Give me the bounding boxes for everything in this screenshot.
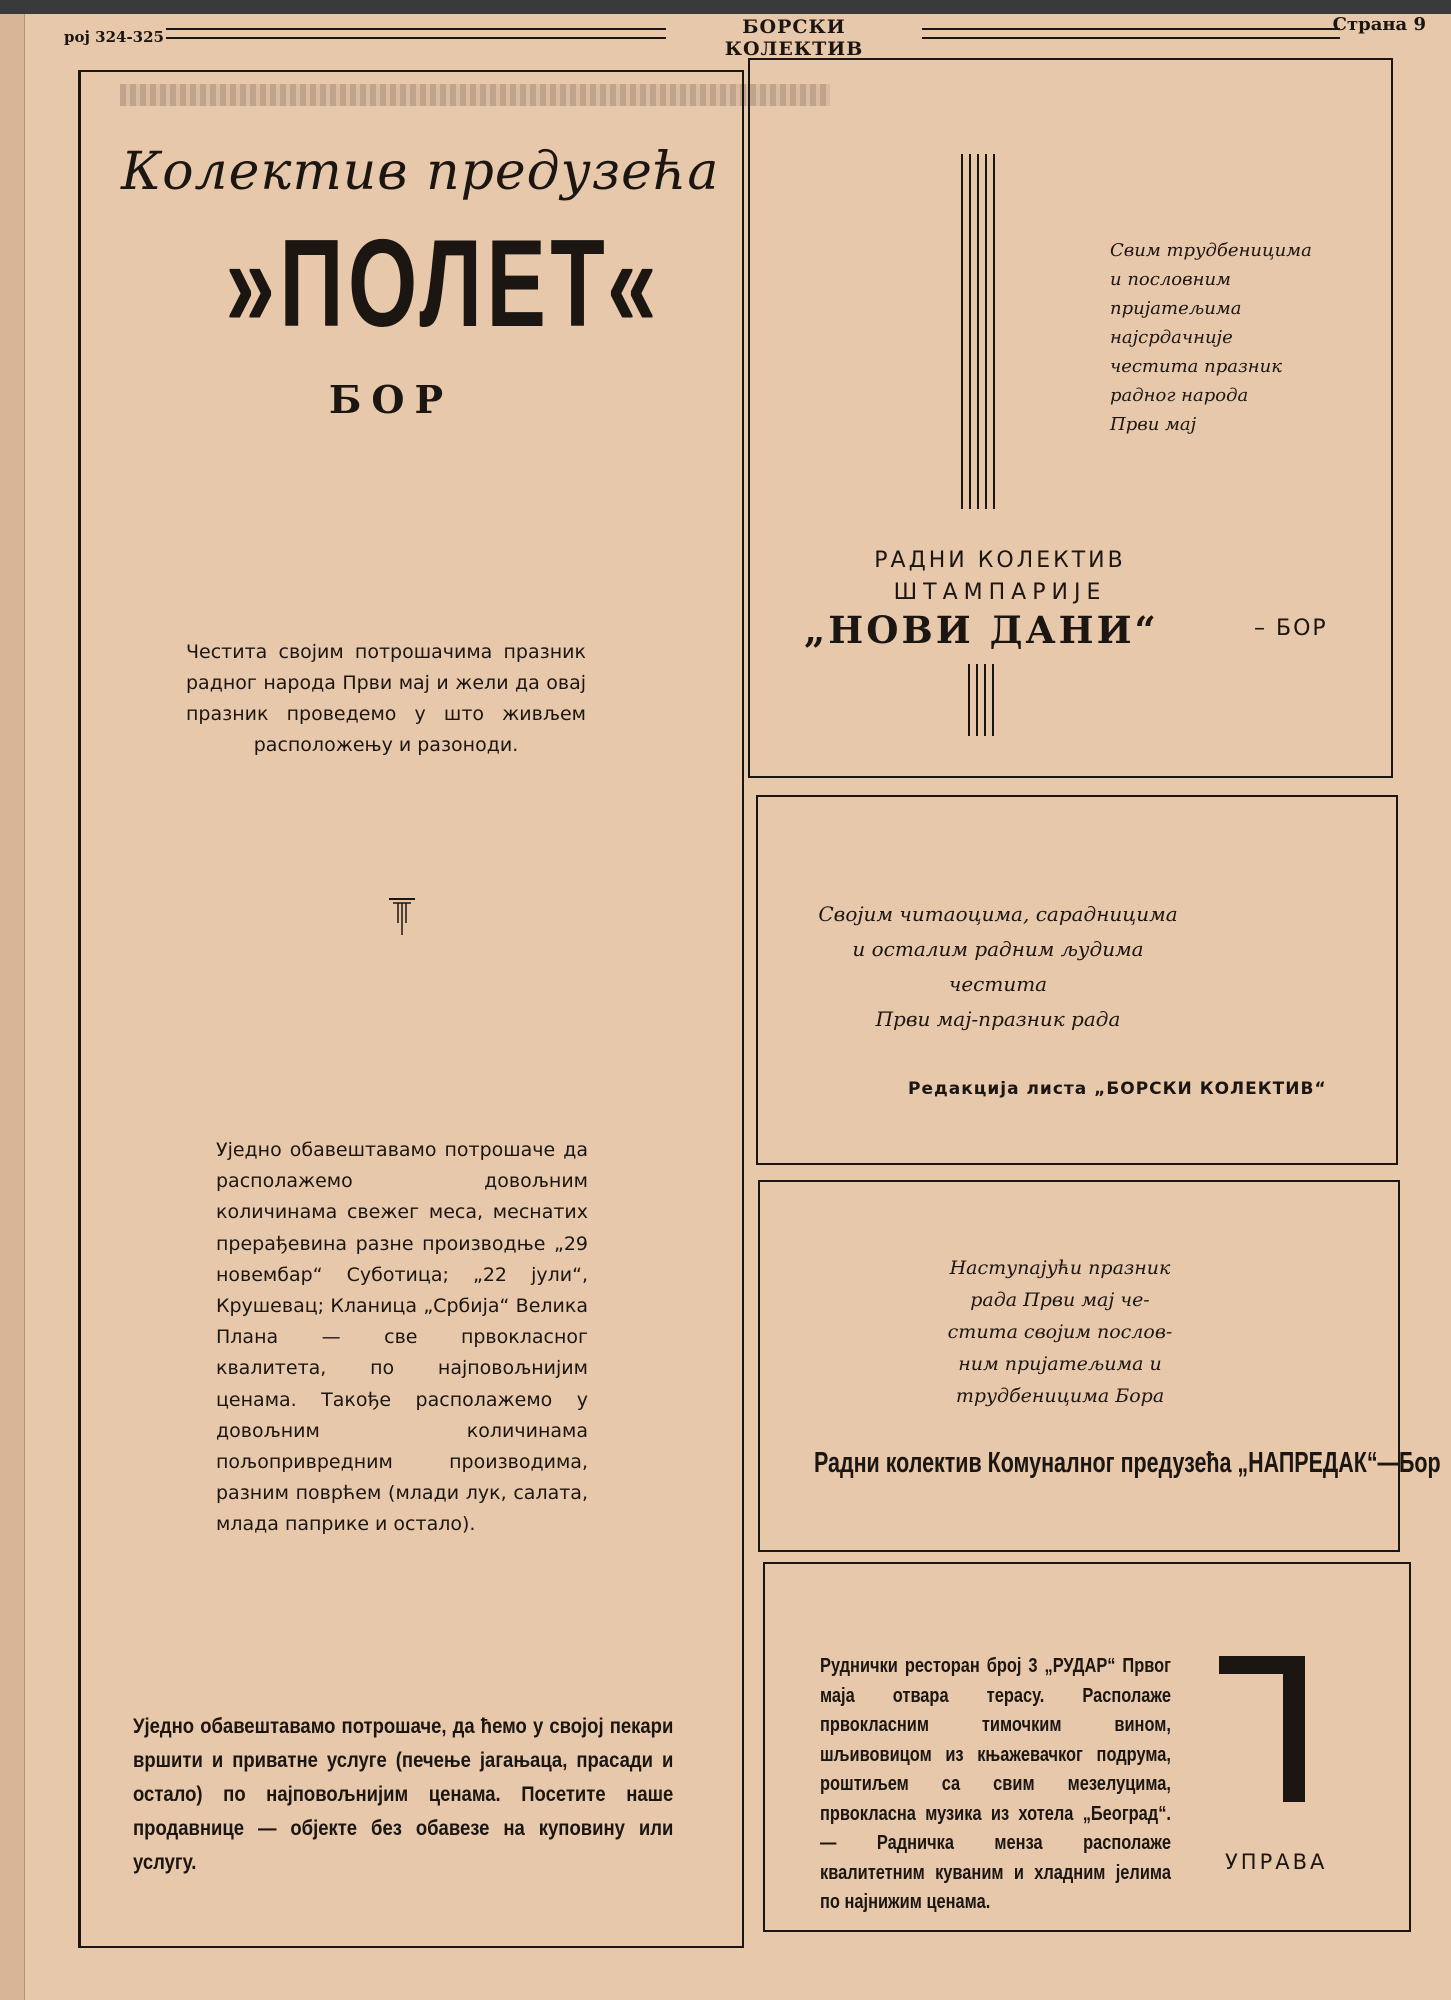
- greeting-line: честита празник: [1110, 356, 1282, 377]
- paper-edge: [0, 0, 25, 2000]
- greeting-line: Својим читаоцима, сарадницима: [818, 902, 1178, 926]
- novi-dani-city: – БОР: [1254, 616, 1328, 641]
- ad-napredak: [758, 1180, 1441, 1552]
- polet-name: »ПОЛЕТ«: [225, 215, 661, 353]
- ad-novi-dani: [748, 58, 1393, 778]
- ad-redakcija: [756, 795, 1398, 1165]
- novi-dani-greeting: [1110, 236, 1350, 439]
- issue-number: рој 324-325: [64, 28, 164, 46]
- greeting-line: рада Први мај че-: [970, 1289, 1150, 1311]
- polet-script-title: Колектив предузећа: [121, 142, 720, 202]
- page-number: Страна 9: [1332, 14, 1426, 35]
- greeting-line: и пословним: [1110, 269, 1231, 290]
- header-rule-left: [166, 28, 666, 39]
- greeting-line: трудбеницима Бора: [955, 1385, 1165, 1407]
- novi-dani-name: „НОВИ ДАНИ“: [804, 608, 1159, 652]
- page-header: [64, 12, 1426, 60]
- rudar-signature: УПРАВА: [1225, 1850, 1328, 1874]
- ad-polet: [78, 70, 744, 1948]
- newspaper-title: БОРСКИ КОЛЕКТИВ: [724, 16, 864, 60]
- novi-dani-line2: ШТАМПАРИЈЕ: [893, 580, 1107, 605]
- greeting-line: радног народа: [1110, 385, 1249, 406]
- vertical-lines-icon: [965, 664, 1005, 736]
- greeting-line: Наступајући празник: [949, 1257, 1171, 1279]
- novi-dani-line1: РАДНИ КОЛЕКТИВ: [874, 548, 1126, 573]
- greeting-line: Први мај-празник рада: [875, 1007, 1121, 1031]
- greeting-line: најсрдачније: [1110, 327, 1233, 348]
- greeting-line: пријатељима: [1110, 298, 1242, 319]
- polet-city: БОР: [328, 377, 454, 422]
- greeting-line: честита: [948, 972, 1048, 996]
- header-rule-right: [922, 28, 1340, 39]
- napredak-signature: Радни колектив Комуналног предузећа „НАПРЕДАК“—Бор: [814, 1447, 1441, 1479]
- numeral-seven-icon: [1219, 1656, 1309, 1802]
- ornament-icon: [387, 897, 417, 937]
- polet-info: Уједно обавештавамо потрошаче да располажемо довољним количинама свежег меса, меснатих прерађевина разне производње „29 новембар“ Суботица; „22 јули“, Крушевац; Кланица „Србија“ Велика Плана — све првокласног квалитета, по најповољнијим ценама. Такође располажемо у довољним количинама пољопривредним производима, разним поврћем (млади лук, салата, млада паприке и остало).: [216, 1139, 588, 1536]
- greeting-line: Свим трудбеницима: [1110, 240, 1312, 261]
- vertical-lines-icon: [958, 154, 998, 509]
- polet-greeting: Честита својим потрошачима празник радног народа Први мај и жели да овај празник проведемо у што живљем расположењу и разоноди.: [186, 641, 586, 756]
- napredak-greeting: [910, 1252, 1210, 1412]
- greeting-line: и осталим радним људима: [852, 937, 1144, 961]
- rudar-text: Руднички ресторан број 3 „РУДАР“ Првог маја отвара терасу. Располаже првокласним тимочким вином, шљивовицом из књажевачког подрума, роштиљем са свим мезелуцима, првокласна музика из хотела „Београд“. — Радничка менза располаже квалитетним куваним и хладним јелима по најнижим ценама.: [820, 1655, 1171, 1913]
- redakcija-greeting: [798, 897, 1198, 1037]
- greeting-line: Први мај: [1110, 414, 1197, 435]
- redakcija-signature: Редакција листа „БОРСКИ КОЛЕКТИВ“: [908, 1079, 1327, 1099]
- polet-bakery-notice: Уједно обавештавамо потрошаче, да ћемо у својој пекари вршити и приватне услуге (печење јагањаца, прасади и остало) по најповољнијим ценама. Посетите наше продавнице — објекте без обавезе на куповину или услугу.: [133, 1715, 674, 1874]
- greeting-line: стита својим послов-: [947, 1321, 1173, 1343]
- greeting-line: ним пријатељима и: [958, 1353, 1162, 1375]
- ad-rudar: [763, 1562, 1411, 1932]
